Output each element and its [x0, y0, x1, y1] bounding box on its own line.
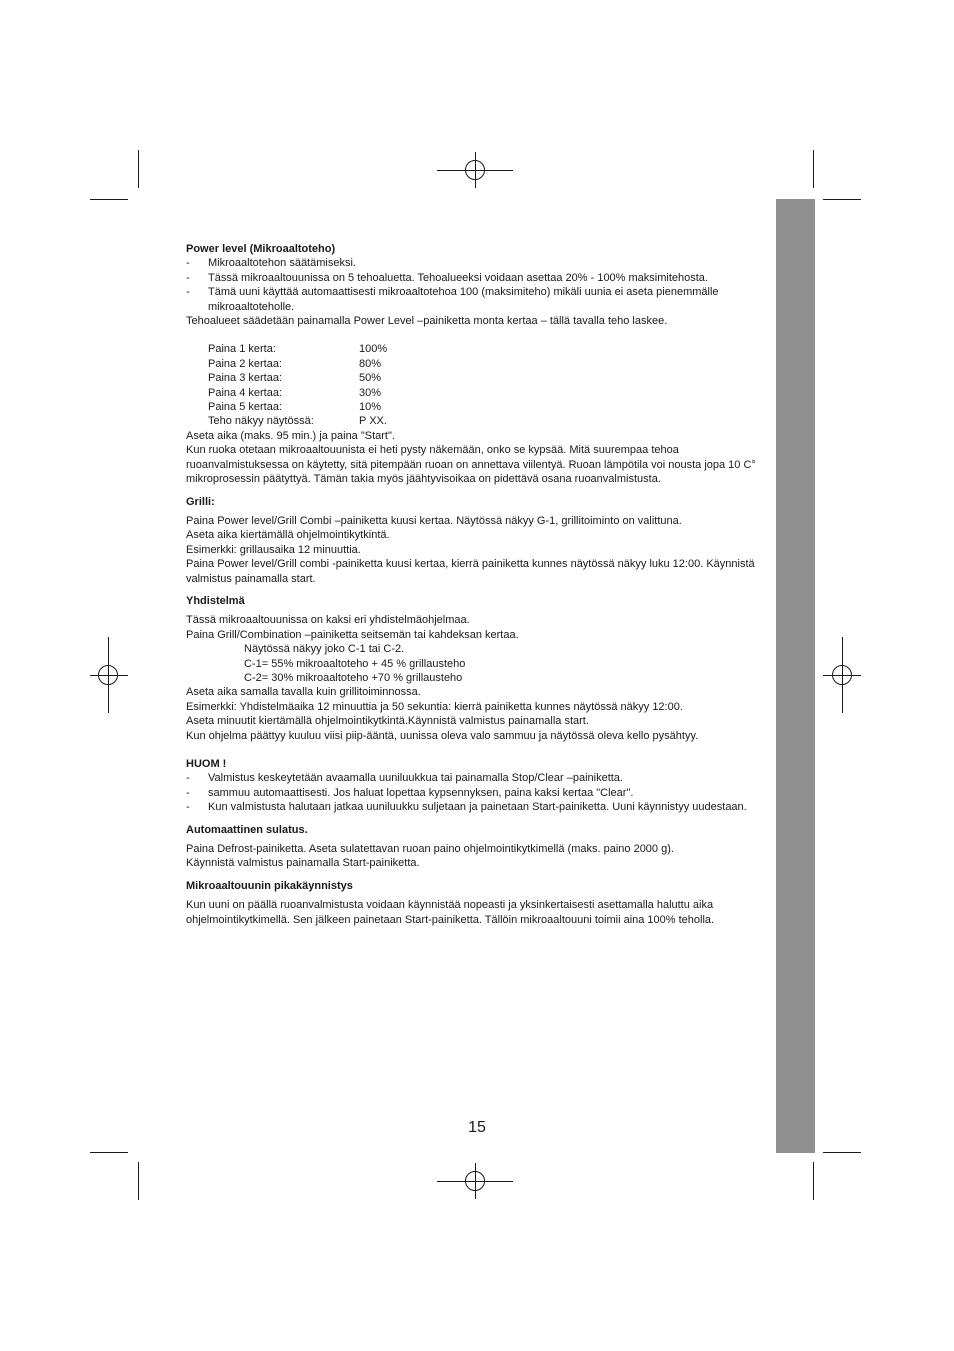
- manual-content: [186, 242, 766, 927]
- combination-line: Kun ohjelma päättyy kuuluu viisi piip-ääntä, uunissa oleva valo sammuu ja näytössä oleva kello pysähtyy.: [186, 729, 699, 742]
- bullet-item: - Tässä mikroaaltouunissa on 5 tehoaluetta. Tehoalueeksi voidaan asettaa 20% - 100% maksimitehosta.: [186, 271, 766, 285]
- press-count-label: Paina 5 kertaa:: [208, 401, 282, 414]
- press-count-label: Paina 2 kertaa:: [208, 357, 282, 370]
- combination-line: Esimerkki: Yhdistelmäaika 12 minuuttia ja 50 sekuntia: kierrä painiketta kunnes näytössä näkyy 12:00.: [186, 700, 683, 713]
- page-number: 15: [468, 1119, 486, 1136]
- grill-line: Aseta aika kiertämällä ohjelmointikytkintä.: [186, 529, 390, 542]
- press-count-label: Paina 4 kertaa:: [208, 386, 282, 399]
- power-level-intro: Tehoalueet säädetään painamalla Power Level –painiketta monta kertaa – tällä tavalla teho laskee.: [186, 315, 668, 328]
- combination-line: Paina Grill/Combination –painiketta seitsemän tai kahdeksan kertaa.: [186, 628, 519, 641]
- power-value: 10%: [359, 401, 382, 414]
- press-count-label: Teho näkyy näytössä:: [208, 415, 314, 428]
- power-value: 100%: [359, 343, 388, 356]
- power-level-row: [208, 371, 766, 385]
- section-title-grill: Grilli:: [186, 495, 215, 508]
- grill-line: Paina Power level/Grill Combi –painiketta kuusi kertaa. Näytössä näkyy G-1, grillitoiminto on valittuna.: [186, 514, 682, 527]
- combination-line: Aseta minuutit kiertämällä ohjelmointikytkintä.Käynnistä valmistus painamalla start.: [186, 715, 589, 728]
- combination-c1-line: C-1= 55% mikroaaltoteho + 45 % grillausteho: [244, 657, 466, 670]
- power-level-row: [208, 414, 766, 428]
- section-title-defrost: Automaattinen sulatus.: [186, 823, 308, 836]
- combination-c2-line: C-2= 30% mikroaaltoteho +70 % grillausteho: [244, 671, 463, 684]
- combination-display-line: Näytössä näkyy joko C-1 tai C-2.: [244, 643, 405, 656]
- section-title-combination: Yhdistelmä: [186, 594, 245, 607]
- grill-line: Esimerkki: grillausaika 12 minuuttia.: [186, 543, 361, 556]
- side-tab-bar: [776, 199, 815, 1153]
- power-value: 30%: [359, 386, 382, 399]
- set-time-instruction: Aseta aika (maks. 95 min.) ja paina "Start".: [186, 429, 395, 442]
- power-level-row: [208, 400, 766, 414]
- bullet-item: - sammuu automaattisesti. Jos haluat lopettaa kypsennyksen, paina kaksi kertaa "Clear".: [186, 786, 766, 800]
- power-value: P XX.: [359, 415, 387, 428]
- section-title-power-level: Power level (Mikroaaltoteho): [186, 243, 336, 255]
- grill-line: Paina Power level/Grill combi -painiketta kuusi kertaa, kierrä painiketta kunnes näytössä näkyy luku 12:00. Käynnistä valmistus painamalla start.: [186, 558, 755, 585]
- cooling-note: Kun ruoka otetaan mikroaaltouunista ei heti pysty näkemään, onko se kypsää. Mitä suurempaa tehoa ruoanvalmistuksessa on käytetty, sitä pitempään ruoan on annettava viilentyä. Ruoan lämpötila voi nousta jopa 10 C° mikroprosessin päätyttyä. Tämän takia myös jäähtyvisoikaa on pidettävä osana ruoanvalmistusta.: [186, 444, 756, 486]
- power-value: 50%: [359, 372, 382, 385]
- power-level-row: [208, 342, 766, 356]
- bullet-item: - Tämä uuni käyttää automaattisesti mikroaaltotehoa 100 (maksimiteho) mikäli uunia ei aseta pienemmälle mikroaaltoteholle.: [186, 285, 766, 314]
- combination-line: Aseta aika samalla tavalla kuin grillitoiminnossa.: [186, 686, 421, 699]
- quick-start-text: Kun uuni on päällä ruoanvalmistusta voidaan käynnistää nopeasti ja yksinkertaisesti asettamalla haluttu aika ohjelmointikytkimellä. Sen jälkeen painetaan Start-painiketta. Tällöin mikroaaltouuni toimii aina 100% teholla.: [186, 899, 715, 926]
- defrost-line: Käynnistä valmistus painamalla Start-painiketta.: [186, 857, 420, 870]
- power-level-row: [208, 386, 766, 400]
- bullet-item: - Kun valmistusta halutaan jatkaa uuniluukku suljetaan ja painetaan Start-painiketta. Uuni käynnistyy uudestaan.: [186, 800, 766, 814]
- combination-line: Tässä mikroaaltouunissa on kaksi eri yhdistelmäohjelmaa.: [186, 614, 470, 627]
- power-level-table: [208, 342, 766, 428]
- power-level-bullets: [186, 256, 766, 314]
- defrost-line: Paina Defrost-painiketta. Aseta sulatettavan ruoan paino ohjelmointikytkimellä (maks. paino 2000 g).: [186, 843, 674, 856]
- power-value: 80%: [359, 357, 382, 370]
- bullet-item: - Mikroaaltotehon säätämiseksi.: [186, 256, 766, 270]
- press-count-label: Paina 3 kertaa:: [208, 372, 282, 385]
- bullet-item: - Valmistus keskeytetään avaamalla uuniluukkua tai painamalla Stop/Clear –painiketta.: [186, 771, 766, 785]
- note-bullets: [186, 771, 766, 814]
- section-title-note: HUOM !: [186, 758, 227, 770]
- press-count-label: Paina 1 kerta:: [208, 343, 276, 356]
- power-level-row: [208, 357, 766, 371]
- section-title-quick-start: Mikroaaltouunin pikakäynnistys: [186, 879, 353, 892]
